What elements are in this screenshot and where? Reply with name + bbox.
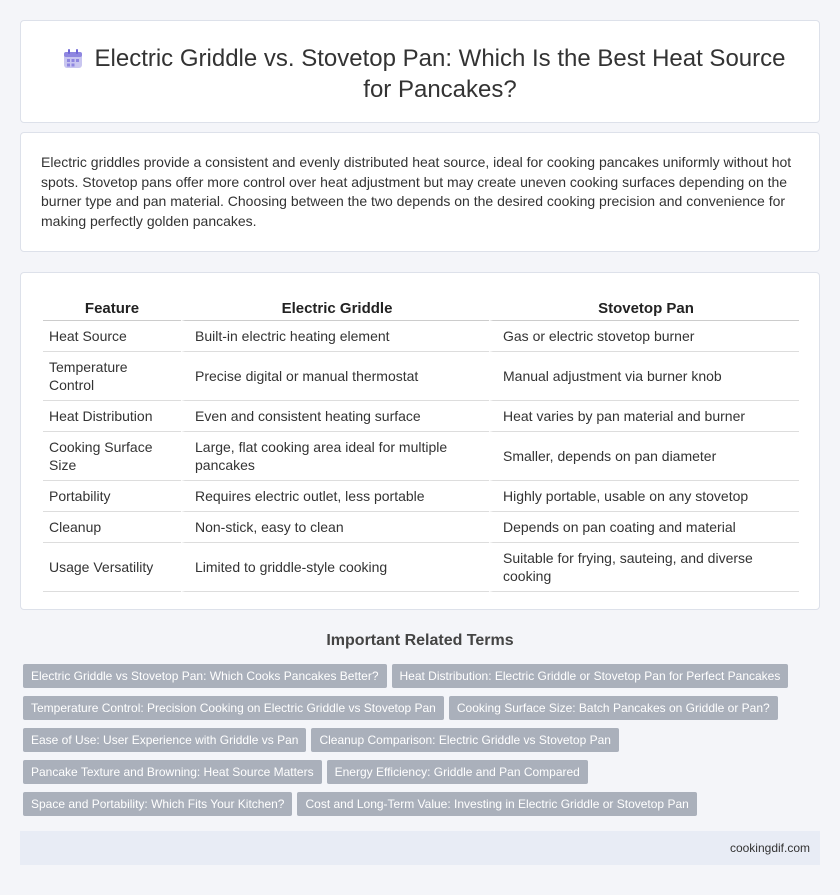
table-cell: Even and consistent heating surface	[181, 401, 489, 432]
related-term-tag[interactable]: Heat Distribution: Electric Griddle or Stovetop Pan for Perfect Pancakes	[392, 664, 789, 688]
table-cell: Suitable for frying, sauteing, and diverse cooking	[489, 543, 799, 592]
table-cell: Heat Source	[43, 321, 181, 352]
related-term-tag[interactable]: Electric Griddle vs Stovetop Pan: Which Cooks Pancakes Better?	[23, 664, 387, 688]
table-cell: Limited to griddle-style cooking	[181, 543, 489, 592]
table-row	[43, 512, 799, 543]
title-card	[20, 20, 820, 123]
related-term-tag[interactable]: Cost and Long-Term Value: Investing in Electric Griddle or Stovetop Pan	[297, 792, 696, 816]
related-term-tag[interactable]: Pancake Texture and Browning: Heat Source Matters	[23, 760, 322, 784]
table-row	[43, 543, 799, 592]
table-cell: Portability	[43, 481, 181, 512]
table-cell: Heat Distribution	[43, 401, 181, 432]
table-cell: Heat varies by pan material and burner	[489, 401, 799, 432]
table-cell: Manual adjustment via burner knob	[489, 352, 799, 401]
table-row	[43, 481, 799, 512]
related-term-tag[interactable]: Space and Portability: Which Fits Your Kitchen?	[23, 792, 292, 816]
related-term-tag[interactable]: Cooking Surface Size: Batch Pancakes on Griddle or Pan?	[449, 696, 778, 720]
table-row	[43, 432, 799, 481]
intro-paragraph: Electric griddles provide a consistent and evenly distributed heat source, ideal for cooking pancakes uniformly without hot spots. Stovetop pans offer more control over heat adjustment but may create uneven cooking surfaces depending on the burner type and pan material. Choosing between the two depends on the desired cooking precision and convenience for making perfectly golden pancakes.	[41, 154, 792, 229]
table-row	[43, 352, 799, 401]
table-cell: Temperature Control	[43, 352, 181, 401]
column-header-electric-griddle: Electric Griddle	[181, 293, 489, 321]
related-terms-heading: Important Related Terms	[326, 632, 514, 649]
related-term-tag[interactable]: Cleanup Comparison: Electric Griddle vs Stovetop Pan	[311, 728, 618, 752]
table-cell: Non-stick, easy to clean	[181, 512, 489, 543]
table-cell: Smaller, depends on pan diameter	[489, 432, 799, 481]
table-cell: Large, flat cooking area ideal for multiple pancakes	[181, 432, 489, 481]
comparison-table	[43, 293, 799, 592]
intro-card	[20, 132, 820, 252]
table-cell: Depends on pan coating and material	[489, 512, 799, 543]
table-row	[43, 321, 799, 352]
column-header-stovetop-pan: Stovetop Pan	[489, 293, 799, 321]
footer-site-name[interactable]: cookingdif.com	[729, 841, 810, 855]
table-cell: Usage Versatility	[43, 543, 181, 592]
table-row	[43, 401, 799, 432]
table-cell: Requires electric outlet, less portable	[181, 481, 489, 512]
column-header-feature: Feature	[43, 293, 181, 321]
related-term-tag[interactable]: Temperature Control: Precision Cooking on Electric Griddle vs Stovetop Pan	[23, 696, 444, 720]
table-cell: Gas or electric stovetop burner	[489, 321, 799, 352]
table-cell: Highly portable, usable on any stovetop	[489, 481, 799, 512]
table-header-row	[43, 293, 799, 321]
related-term-tag[interactable]: Ease of Use: User Experience with Griddle vs Pan	[23, 728, 306, 752]
related-terms-list	[23, 664, 803, 824]
table-cell: Cooking Surface Size	[43, 432, 181, 481]
table-cell: Precise digital or manual thermostat	[181, 352, 489, 401]
related-term-tag[interactable]: Energy Efficiency: Griddle and Pan Compared	[327, 760, 588, 784]
table-cell: Built-in electric heating element	[181, 321, 489, 352]
footer	[20, 831, 820, 865]
page-title: Electric Griddle vs. Stovetop Pan: Which Is the Best Heat Source for Pancakes?	[94, 45, 786, 103]
comparison-table-card	[20, 272, 820, 610]
table-cell: Cleanup	[43, 512, 181, 543]
